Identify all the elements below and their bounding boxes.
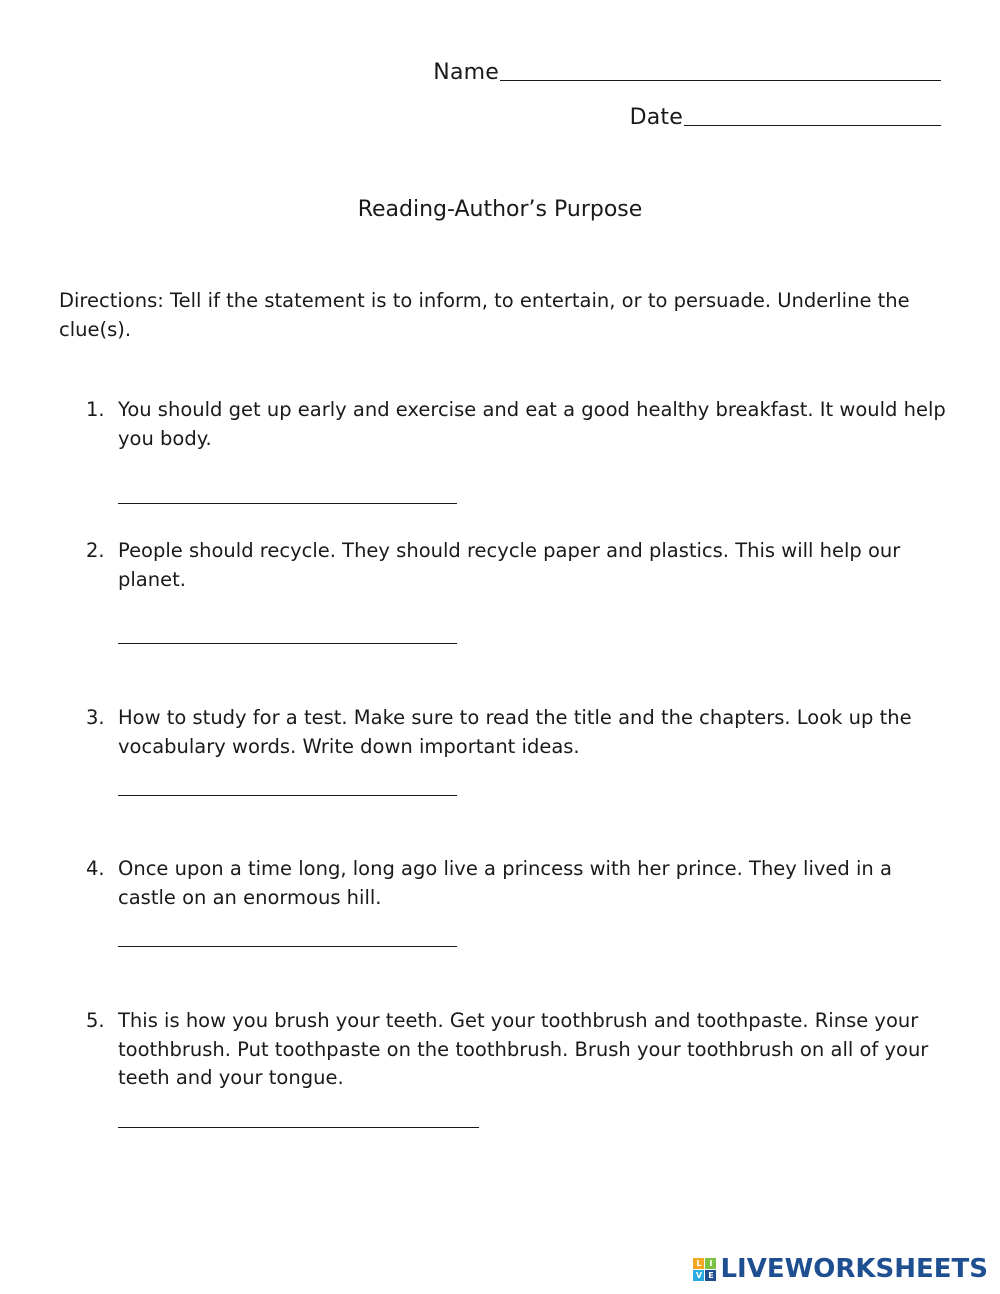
date-field-row [630,105,941,130]
worksheet-title: Reading-Author’s Purpose [357,197,643,222]
question-item [86,855,950,912]
answer-line[interactable] [118,946,457,947]
question-text: Once upon a time long, long ago live a princess with her prince. They lived in a castle on an enormous hill. [118,857,892,909]
question-number: 3. [86,706,105,729]
logo-text: LIVEWORKSHEETS [720,1254,988,1284]
question-item [86,704,950,761]
logo-mark-tile: I [705,1258,716,1269]
question-text: How to study for a test. Make sure to read the title and the chapters. Look up the vocabulary words. Write down important ideas. [118,706,912,758]
logo-mark-tile: V [693,1270,704,1281]
question-number: 4. [86,857,105,880]
answer-line[interactable] [118,643,457,644]
name-field-row [433,60,941,85]
question-item [86,396,950,453]
question-text: People should recycle. They should recycle paper and plastics. This will help our planet. [118,539,901,591]
date-label: Date [629,105,683,130]
question-text: This is how you brush your teeth. Get your toothbrush and toothpaste. Rinse your toothbrush. Put toothpaste on the toothbrush. Brush your toothbrush on all of your teeth and your tongue. [118,1009,929,1089]
question-number: 2. [86,539,105,562]
name-label: Name [433,60,499,85]
question-number: 5. [86,1009,105,1032]
liveworksheets-logo [693,1254,988,1284]
logo-mark-tile: L [693,1258,704,1269]
question-item [86,537,950,594]
answer-line[interactable] [118,503,457,504]
directions-text: Directions: Tell if the statement is to inform, to entertain, or to persuade. Underline the clue(s). [59,289,910,341]
liveworksheets-logo-icon [693,1258,716,1281]
question-item [86,1007,950,1093]
question-text: You should get up early and exercise and eat a good healthy breakfast. It would help you body. [118,398,946,450]
date-input-line[interactable] [684,105,941,126]
question-number: 1. [86,398,105,421]
answer-line[interactable] [118,795,457,796]
answer-line[interactable] [118,1127,479,1128]
logo-mark-tile: E [705,1270,716,1281]
name-input-line[interactable] [500,60,941,81]
